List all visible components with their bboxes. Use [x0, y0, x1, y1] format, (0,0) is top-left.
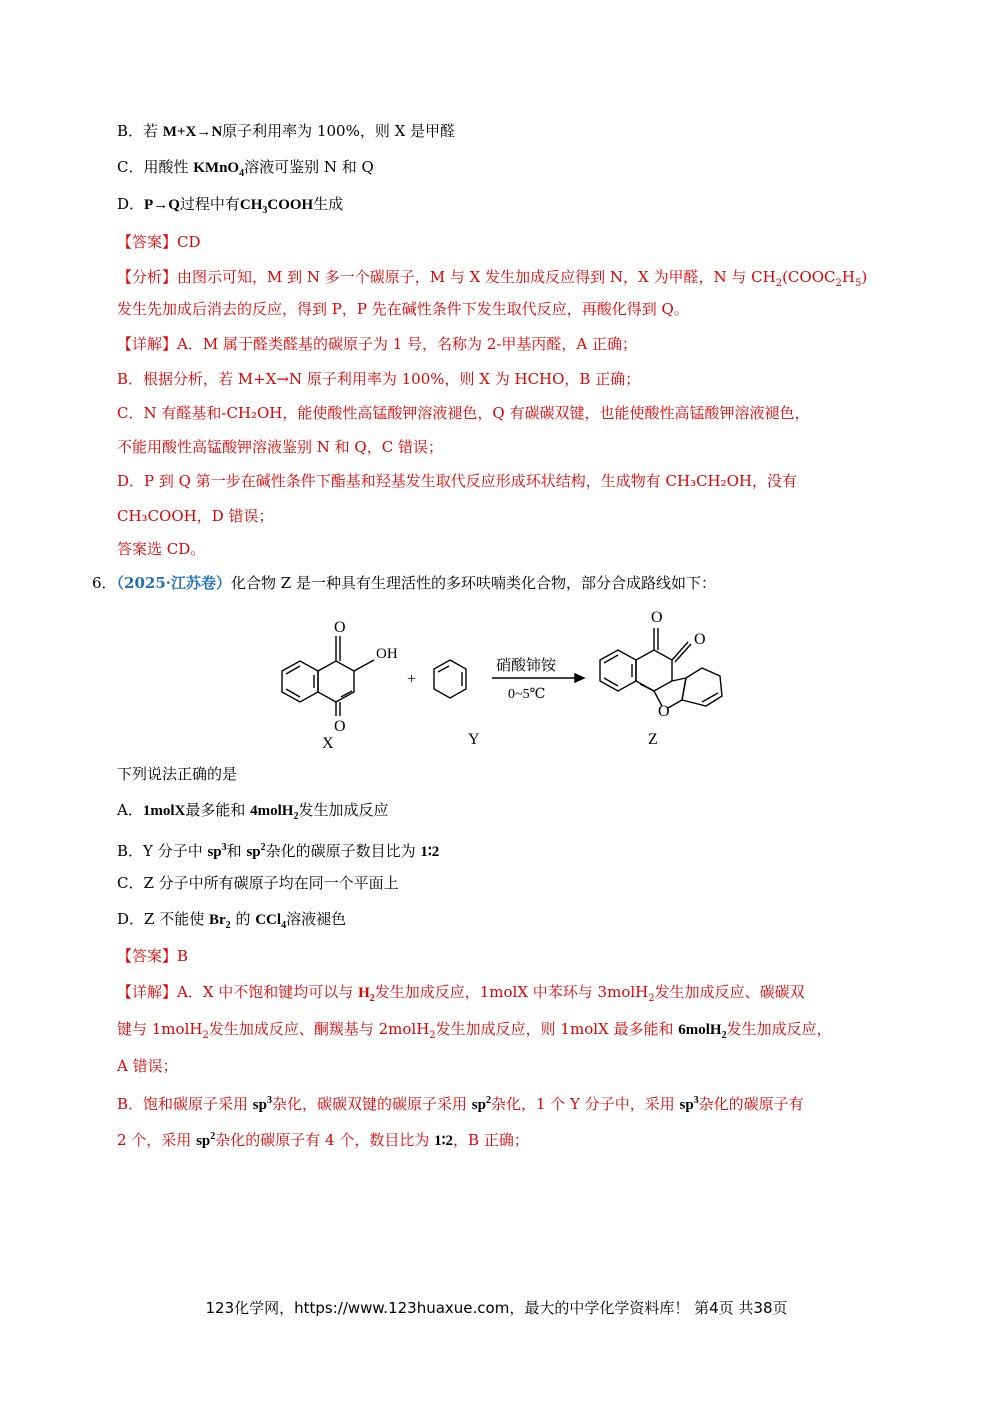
reaction-scheme	[270, 598, 780, 753]
q6-option-a: A．1molX最多能和 4molH$_2$发生加成反应	[117, 801, 389, 822]
q6-option-c: C．Z 分子中所有碳原子均在同一个平面上	[117, 874, 399, 892]
z-furan-o: O	[658, 703, 670, 720]
q5-analysis-line2: 发生先加成后消去的反应，得到 P，P 先在碱性条件下发生取代反应，再酸化得到 Q。	[117, 300, 689, 318]
label-y: Y	[468, 731, 480, 748]
q6-detail-b1: B．饱和碳原子采用 $sp^3$杂化，碳碳双键的碳原子采用 $sp^2$杂化，1 个 Y 分子中，采用 $sp^3$杂化的碳原子有	[117, 1095, 804, 1113]
q6-detail-a1: 【详解】A．X 中不饱和键均可以与 $H_2$发生加成反应，1molX 中苯环与 3molH$_2$发生加成反应、碳碳双	[117, 983, 805, 1004]
q6-prompt: 下列说法正确的是	[117, 765, 238, 783]
condition-label: 0~5℃	[508, 687, 546, 702]
q6-detail-b2: 2 个，采用 $sp^2$杂化的碳原子有 4 个，数目比为 1∶2，B 正确；	[117, 1131, 529, 1149]
label-z: Z	[648, 731, 658, 748]
q5-detail-a: 【详解】A．M 属于醛类醛基的碳原子为 1 号，名称为 2-甲基丙醛，A 正确；	[117, 335, 638, 353]
page-footer: 123化学网，https://www.123huaxue.com，最大的中学化学资料库！ 第4页 共38页	[205, 1299, 788, 1317]
q5-answer: 【答案】CD	[117, 233, 201, 251]
z-carbonyl-o2: O	[694, 631, 706, 648]
x-carbonyl-o-bottom: O	[334, 718, 346, 735]
q6-detail-a2: 键与 1molH$_2$发生加成反应、酮羰基与 2molH$_2$发生加成反应，则 1molX 最多能和 6molH$_2$发生加成反应，	[117, 1020, 832, 1041]
q5-detail-c2: 不能用酸性高锰酸钾溶液鉴别 N 和 Q，C 错误；	[117, 438, 443, 456]
q5-option-b: B．若 M+X→N原子利用率为 100%，则 X 是甲醛	[117, 122, 456, 140]
q6-option-d: D．Z 不能使 $Br_2$ 的 CCl$_4$溶液褪色	[117, 910, 347, 931]
q5-option-c: C．用酸性 KMnO$_4$溶液可鉴别 N 和 Q	[117, 158, 374, 179]
q6-detail-a3: A 错误；	[117, 1057, 178, 1075]
q5-final: 答案选 CD。	[117, 540, 206, 558]
plus-sign: +	[407, 671, 417, 688]
z-carbonyl-o1: O	[651, 609, 663, 626]
x-oh-label: OH	[376, 646, 398, 662]
q5-detail-b: B．根据分析，若 M+X→N 原子利用率为 100%，则 X 为 HCHO，B 正确；	[117, 370, 641, 388]
q6-stem: 6．（2025·江苏卷）化合物 Z 是一种具有生理活性的多环呋喃类化合物，部分合成路线如下：	[92, 574, 716, 592]
q5-detail-c1: C．N 有醛基和-CH₂OH，能使酸性高锰酸钾溶液褪色，Q 有碳碳双键，也能使酸性高锰酸钾溶液褪色，	[117, 404, 810, 422]
x-carbonyl-o-top: O	[334, 619, 346, 636]
q5-analysis-line1: 【分析】由图示可知，M 到 N 多一个碳原子，M 与 X 发生加成反应得到 N，X 为甲醛，N 与 $CH_2(COOC_2H_5)$	[117, 268, 868, 289]
label-x: X	[322, 735, 334, 752]
q5-option-d: D．P→Q过程中有$CH_3COOH$生成	[117, 195, 344, 216]
q5-detail-d1: D．P 到 Q 第一步在碱性条件下酯基和羟基发生取代反应形成环状结构，生成物有 CH₃CH₂OH，没有	[117, 472, 798, 490]
reagent-label: 硝酸铈铵	[496, 656, 557, 674]
q6-answer: 【答案】B	[117, 947, 189, 965]
q6-option-b: B．Y 分子中 $sp^3$和 $sp^2$杂化的碳原子数目比为 1∶2	[117, 842, 440, 860]
q5-detail-d2: CH₃COOH，D 错误；	[117, 507, 274, 525]
